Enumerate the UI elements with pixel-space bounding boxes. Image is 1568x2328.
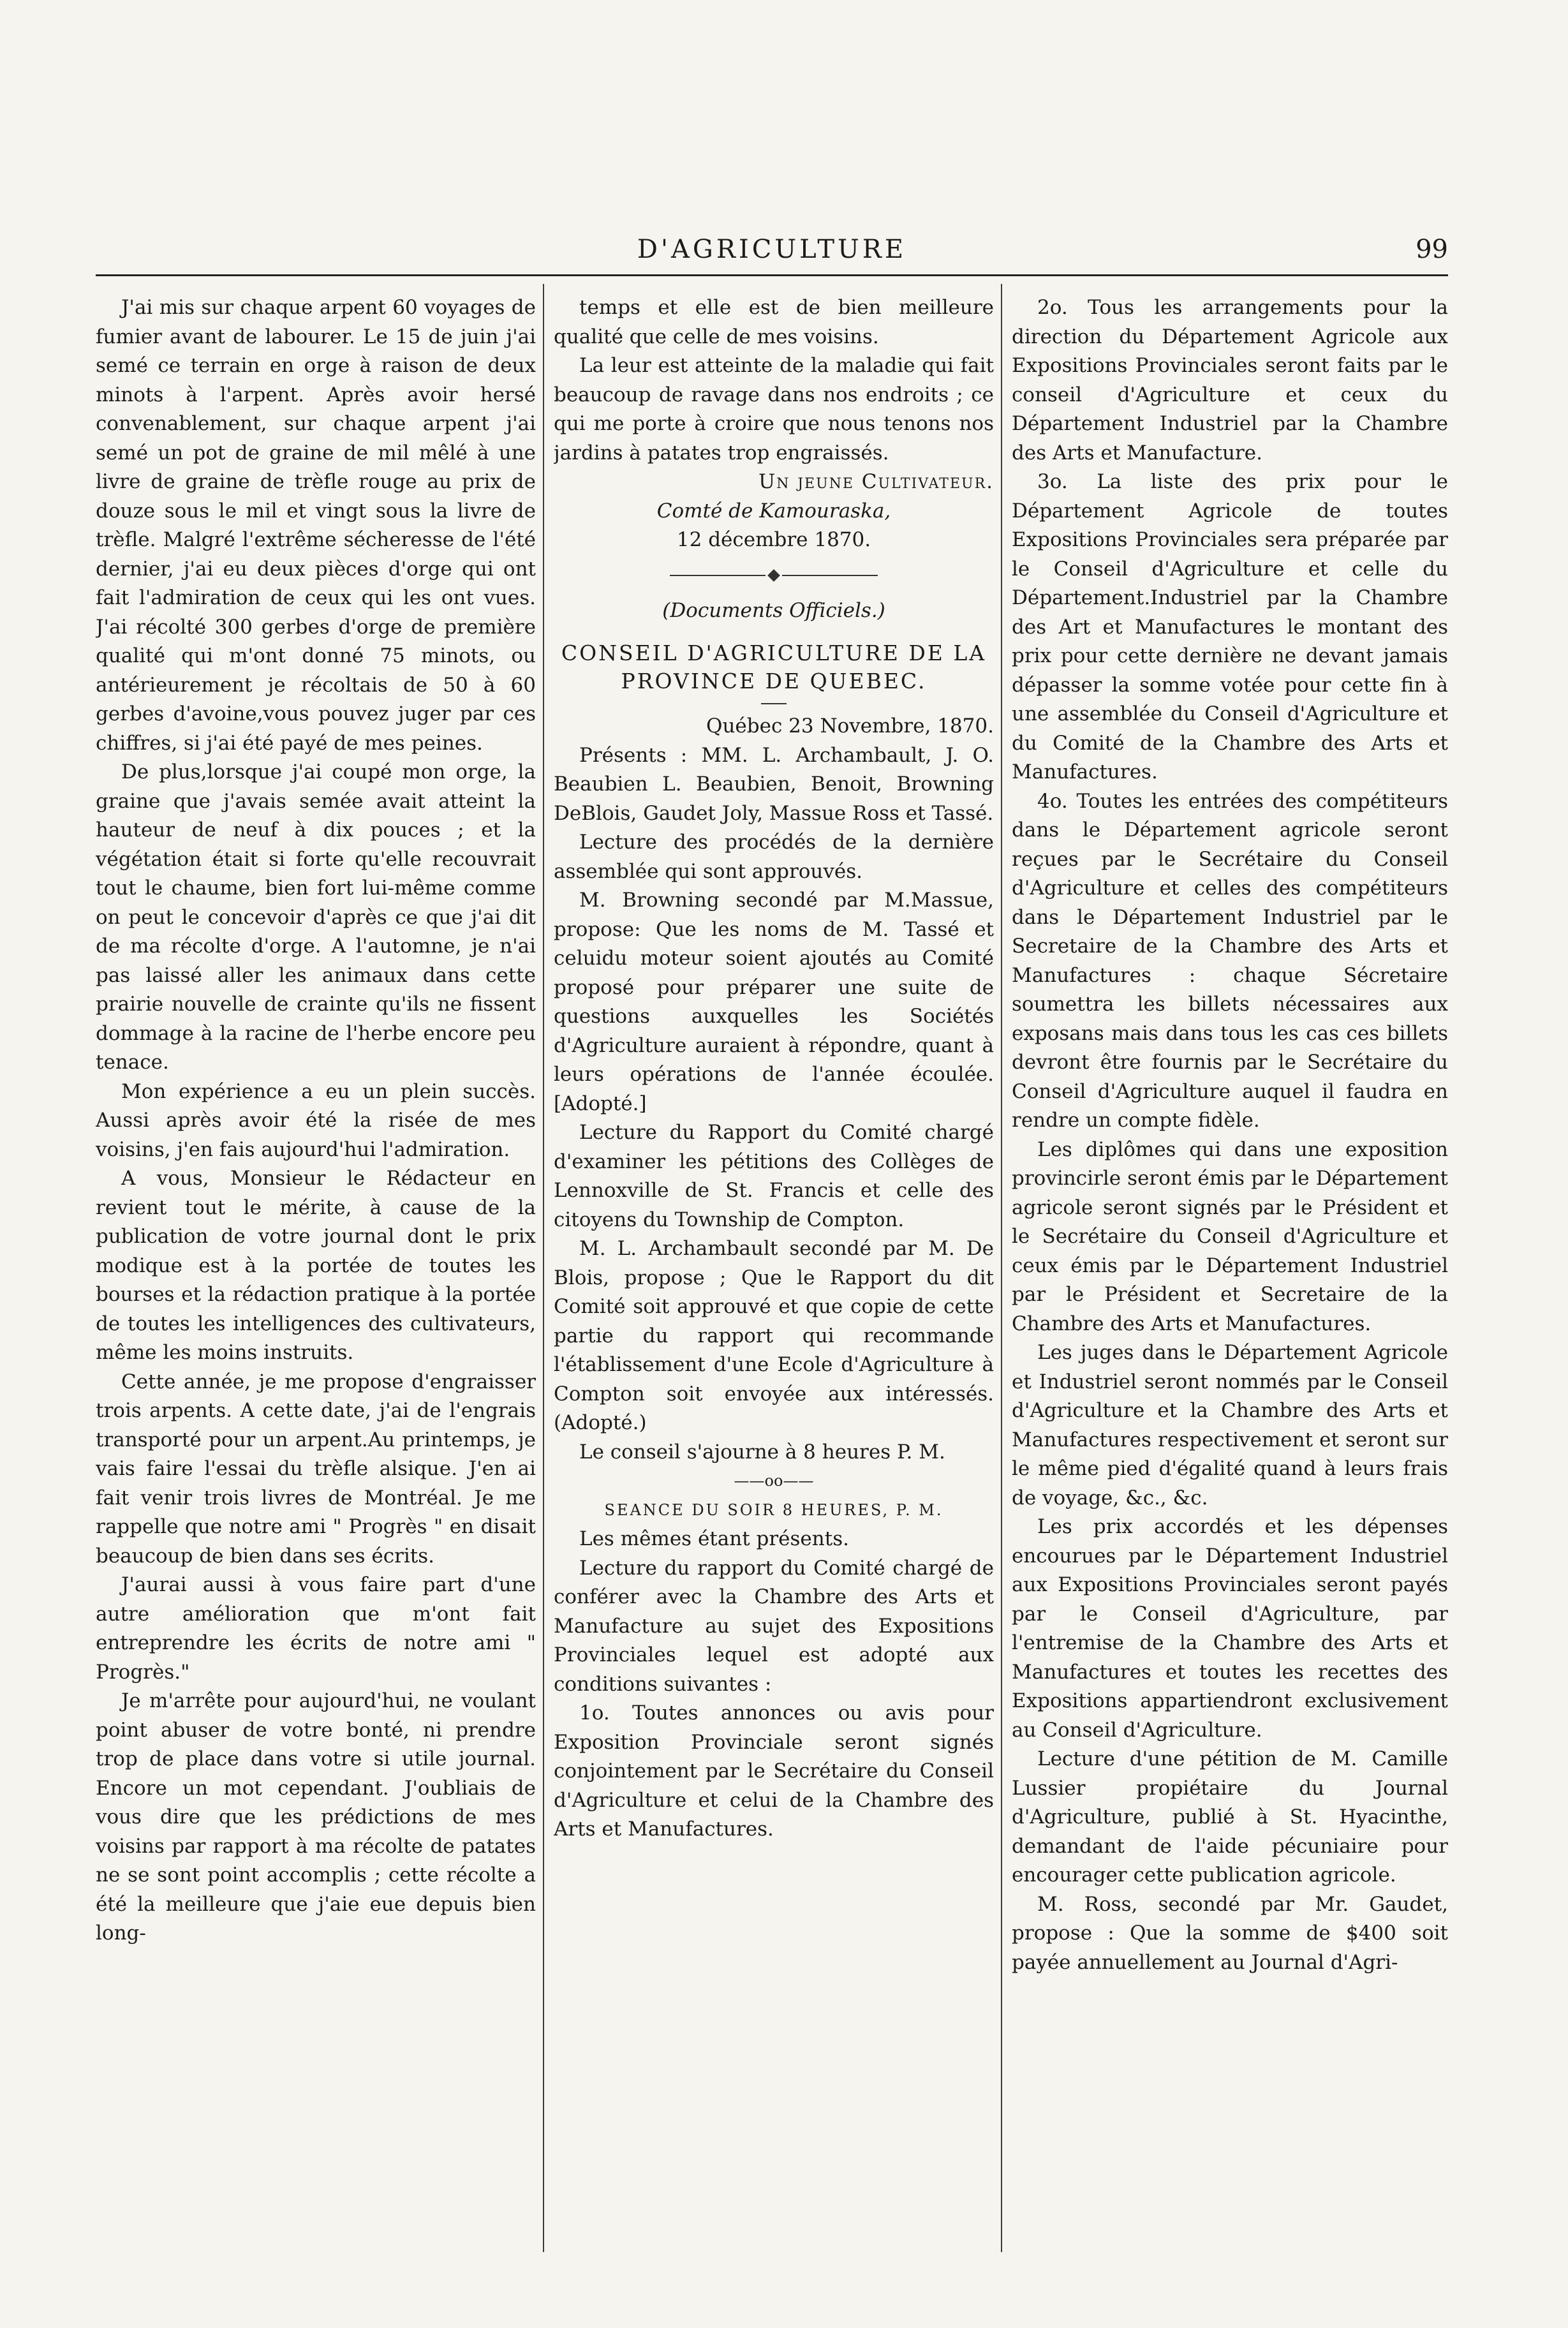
letter-date: 12 décembre 1870.	[676, 528, 871, 551]
heading-subrule	[761, 703, 787, 704]
page-number: 99	[1416, 235, 1448, 264]
paragraph: 4o. Toutes les entrées des compétiteurs dans le Département agricole seront reçues par le Secrétaire du Conseil d'Agriculture et celles des compétiteurs dans le Département Industriel par le Secretaire de la Chambre des Arts et Manufactures : chaque Sécretaire soumettra les billets nécessaires aux exposans mais dans tous les cas ces billets devront être fournis par le Secrétaire du Conseil d'Agriculture auquel il faudra en rendre un compte fidèle.	[1012, 789, 1448, 1132]
paragraph: M. L. Archambault secondé par M. De Blois, propose ; Que le Rapport du dit Comité soit approuvé et que copie de cette partie du rapport qui recommande l'établissement d'une Ecole d'Agriculture à Compton soit envoyée aux intéressés. (Adopté.)	[554, 1237, 994, 1434]
paragraph: Cette année, je me propose d'engraisser trois arpents. A cette date, j'ai de l'engrais transporté pour un arpent.Au printemps, je vais faire l'essai du trèfle alsique. J'en ai fait venir trois livres de Montréal. Je me rappelle que notre ami " Progrès " en disait beaucoup de bien dans ses écrits.	[96, 1370, 536, 1568]
paragraph: 2o. Tous les arrangements pour la direction du Département Agricole aux Expositions Provinciales seront faits par le conseil d'Agriculture et ceux du Département Industriel par la Chambre des Arts et Manufacture.	[1012, 296, 1448, 464]
paragraph: Les diplômes qui dans une exposition provincirle seront émis par le Département agricole seront signés par le Président et le Secrétaire du Conseil d'Agriculture et ceux émis par le Département Industriel par le Président et Secretaire de la Chambre des Arts et Manufactures.	[1012, 1138, 1448, 1335]
running-header	[96, 235, 1448, 273]
paragraph: A vous, Monsieur le Rédacteur en revient tout le mérite, à cause de la publication de votre journal dont le prix modique est à la portée de toutes les bourses et la rédaction pratique à la portée de toutes les intelligences des cultivateurs, même les moins instruits.	[96, 1167, 536, 1364]
paragraph: temps et elle est de bien meilleure qualité que celle de mes voisins.	[554, 296, 994, 348]
paragraph: 1o. Toutes annonces ou avis pour Exposition Provinciale seront signés conjointement par le Secrétaire du Conseil d'Agriculture et celui de la Chambre des Arts et Manufactures.	[554, 1702, 994, 1841]
paragraph: J'ai mis sur chaque arpent 60 voyages de fumier avant de labourer. Le 15 de juin j'ai semé ce terrain en orge à raison de deux minots à l'arpent. Après avoir hersé convenablement, sur chaque arpent j'ai semé un pot de graine de mil mêlé à une livre de graine de trèfle rouge au prix de douze sous le mil et vingt sous la livre de trèfle. Malgré l'extrême sécheresse de l'été dernier, j'ai eu deux pièces d'orge qui ont fait l'admiration de ceux qui les ont vues. J'ai récolté 300 gerbes d'orge de première qualité qui m'ont donné 75 minots, ou antérieurement je récoltais de 50 à 60 gerbes d'avoine,vous pouvez juger par ces chiffres, si j'ai été payé de mes peines.	[96, 296, 536, 755]
meeting-date: Québec 23 Novembre, 1870.	[706, 715, 994, 738]
paragraph: Les juges dans le Département Agricole et Industriel seront nommés par le Conseil d'Agriculture et la Chambre des Arts et Manufactures respectivement et seront sur le même pied d'égalité quand à leurs frais de voyage, &c., &c.	[1012, 1341, 1448, 1509]
column-divider-right	[1001, 284, 1002, 2252]
paragraph: 3o. La liste des prix pour le Département Agricole de toutes Expositions Provinciales sera préparée par le Conseil d'Agriculture et celle du Département.Industriel par la Chambre des Art et Manufactures le montant des prix pour cette dernière ne devant jamais dépasser la somme votée pour cette fin à une assemblée du Conseil d'Agriculture et du Comité de la Chambre des Arts et Manufactures.	[1012, 470, 1448, 783]
column-right	[1012, 293, 1448, 2290]
paragraph: J'aurai aussi à vous faire part d'une autre amélioration que m'ont fait entreprendre les écrits de notre ami " Progrès."	[96, 1573, 536, 1684]
separator-oo: ——oo——	[734, 1472, 814, 1490]
paragraph: Lecture d'une pétition de M. Camille Lussier propiétaire du Journal d'Agriculture, publié à St. Hyacinthe, demandant de l'aide pécuniaire pour encourager cette publication agricole.	[1012, 1747, 1448, 1887]
section-heading: CONSEIL D'AGRICULTURE DE LA PROVINCE DE QUEBEC.	[561, 641, 987, 693]
column-divider-left	[543, 284, 544, 2252]
paragraph: Présents : MM. L. Archambault, J. O. Beaubien L. Beaubien, Benoit, Browning DeBlois, Gaudet Joly, Massue Ross et Tassé.	[554, 743, 994, 825]
column-left	[96, 293, 536, 2290]
letter-signature: Un jeune Cultivateur.	[758, 470, 994, 493]
paragraph: M. Browning secondé par M.Massue, propose: Que les noms de M. Tassé et celuidu moteur soient ajoutés au Comité proposé pour préparer une suite de questions auxquelles les Sociétés d'Agriculture auraient à répondre, quant à leurs opérations de l'année écoulée. [Adopté.]	[554, 889, 994, 1115]
paragraph: De plus,lorsque j'ai coupé mon orge, la graine que j'avais semée avait atteint la hauteur de neuf à dix pouces ; et la végétation était si forte qu'elle recouvrait tout le chaume, bien fort lui-même comme on peut le concevoir d'après ce que j'ai dit de ma récolte d'orge. A l'automne, je n'ai pas laissé aller les animaux dans cette prairie nouvelle de crainte qu'ils ne fissent dommage à la racine de l'herbe encore peu tenace.	[96, 760, 536, 1074]
header-rule	[96, 274, 1448, 276]
paragraph: Lecture du rapport du Comité chargé de conférer avec la Chambre des Arts et Manufacture au sujet des Expositions Provinciales lequel est adopté aux conditions suivantes :	[554, 1556, 994, 1696]
paragraph: Je m'arrête pour aujourd'hui, ne voulant point abuser de votre bonté, ni prendre trop de place dans votre si utile journal. Encore un mot cependant. J'oubliais de vous dire que les prédictions de mes voisins par rapport à ma récolte de patates ne se sont point accomplis ; cette récolte a été la meilleure que j'aie eue depuis bien long-	[96, 1689, 536, 1945]
section-ornament	[554, 561, 994, 590]
letter-place: Comté de Kamouraska,	[656, 499, 891, 523]
paragraph: M. Ross, secondé par Mr. Gaudet, propose : Que la somme de $400 soit payée annuellement au Journal d'Agri-	[1012, 1892, 1448, 1974]
evening-session-heading: SEANCE DU SOIR 8 HEURES, P. M.	[604, 1501, 943, 1519]
paragraph: Mon expérience a eu un plein succès. Aussi après avoir été la risée de mes voisins, j'en fais aujourd'hui l'admiration.	[96, 1079, 536, 1161]
running-title: D'AGRICULTURE	[637, 235, 907, 264]
paragraph: Lecture du Rapport du Comité chargé d'examiner les pétitions des Collèges de Lennoxville de St. Francis et celle des citoyens du Township de Compton.	[554, 1121, 994, 1231]
paragraph: Le conseil s'ajourne à 8 heures P. M.	[579, 1440, 945, 1464]
paragraph: Les mêmes étant présents.	[579, 1527, 849, 1550]
paragraph: La leur est atteinte de la maladie qui fait beaucoup de ravage dans nos endroits ; ce qui me porte à croire que nous tenons nos jardins à patates trop engraissés.	[554, 354, 994, 464]
documents-officiels-label: (Documents Officiels.)	[662, 598, 885, 622]
column-middle	[554, 293, 994, 2290]
paragraph: Lecture des procédés de la dernière assemblée qui sont approuvés.	[554, 831, 994, 883]
paragraph: Les prix accordés et les dépenses encourues par le Département Industriel aux Expositions Provinciales seront payés par le Conseil d'Agriculture, par l'entremise de la Chambre des Arts et Manufactures et toutes les recettes des Expositions appartiendront exclusivement au Conseil d'Agriculture.	[1012, 1515, 1448, 1742]
